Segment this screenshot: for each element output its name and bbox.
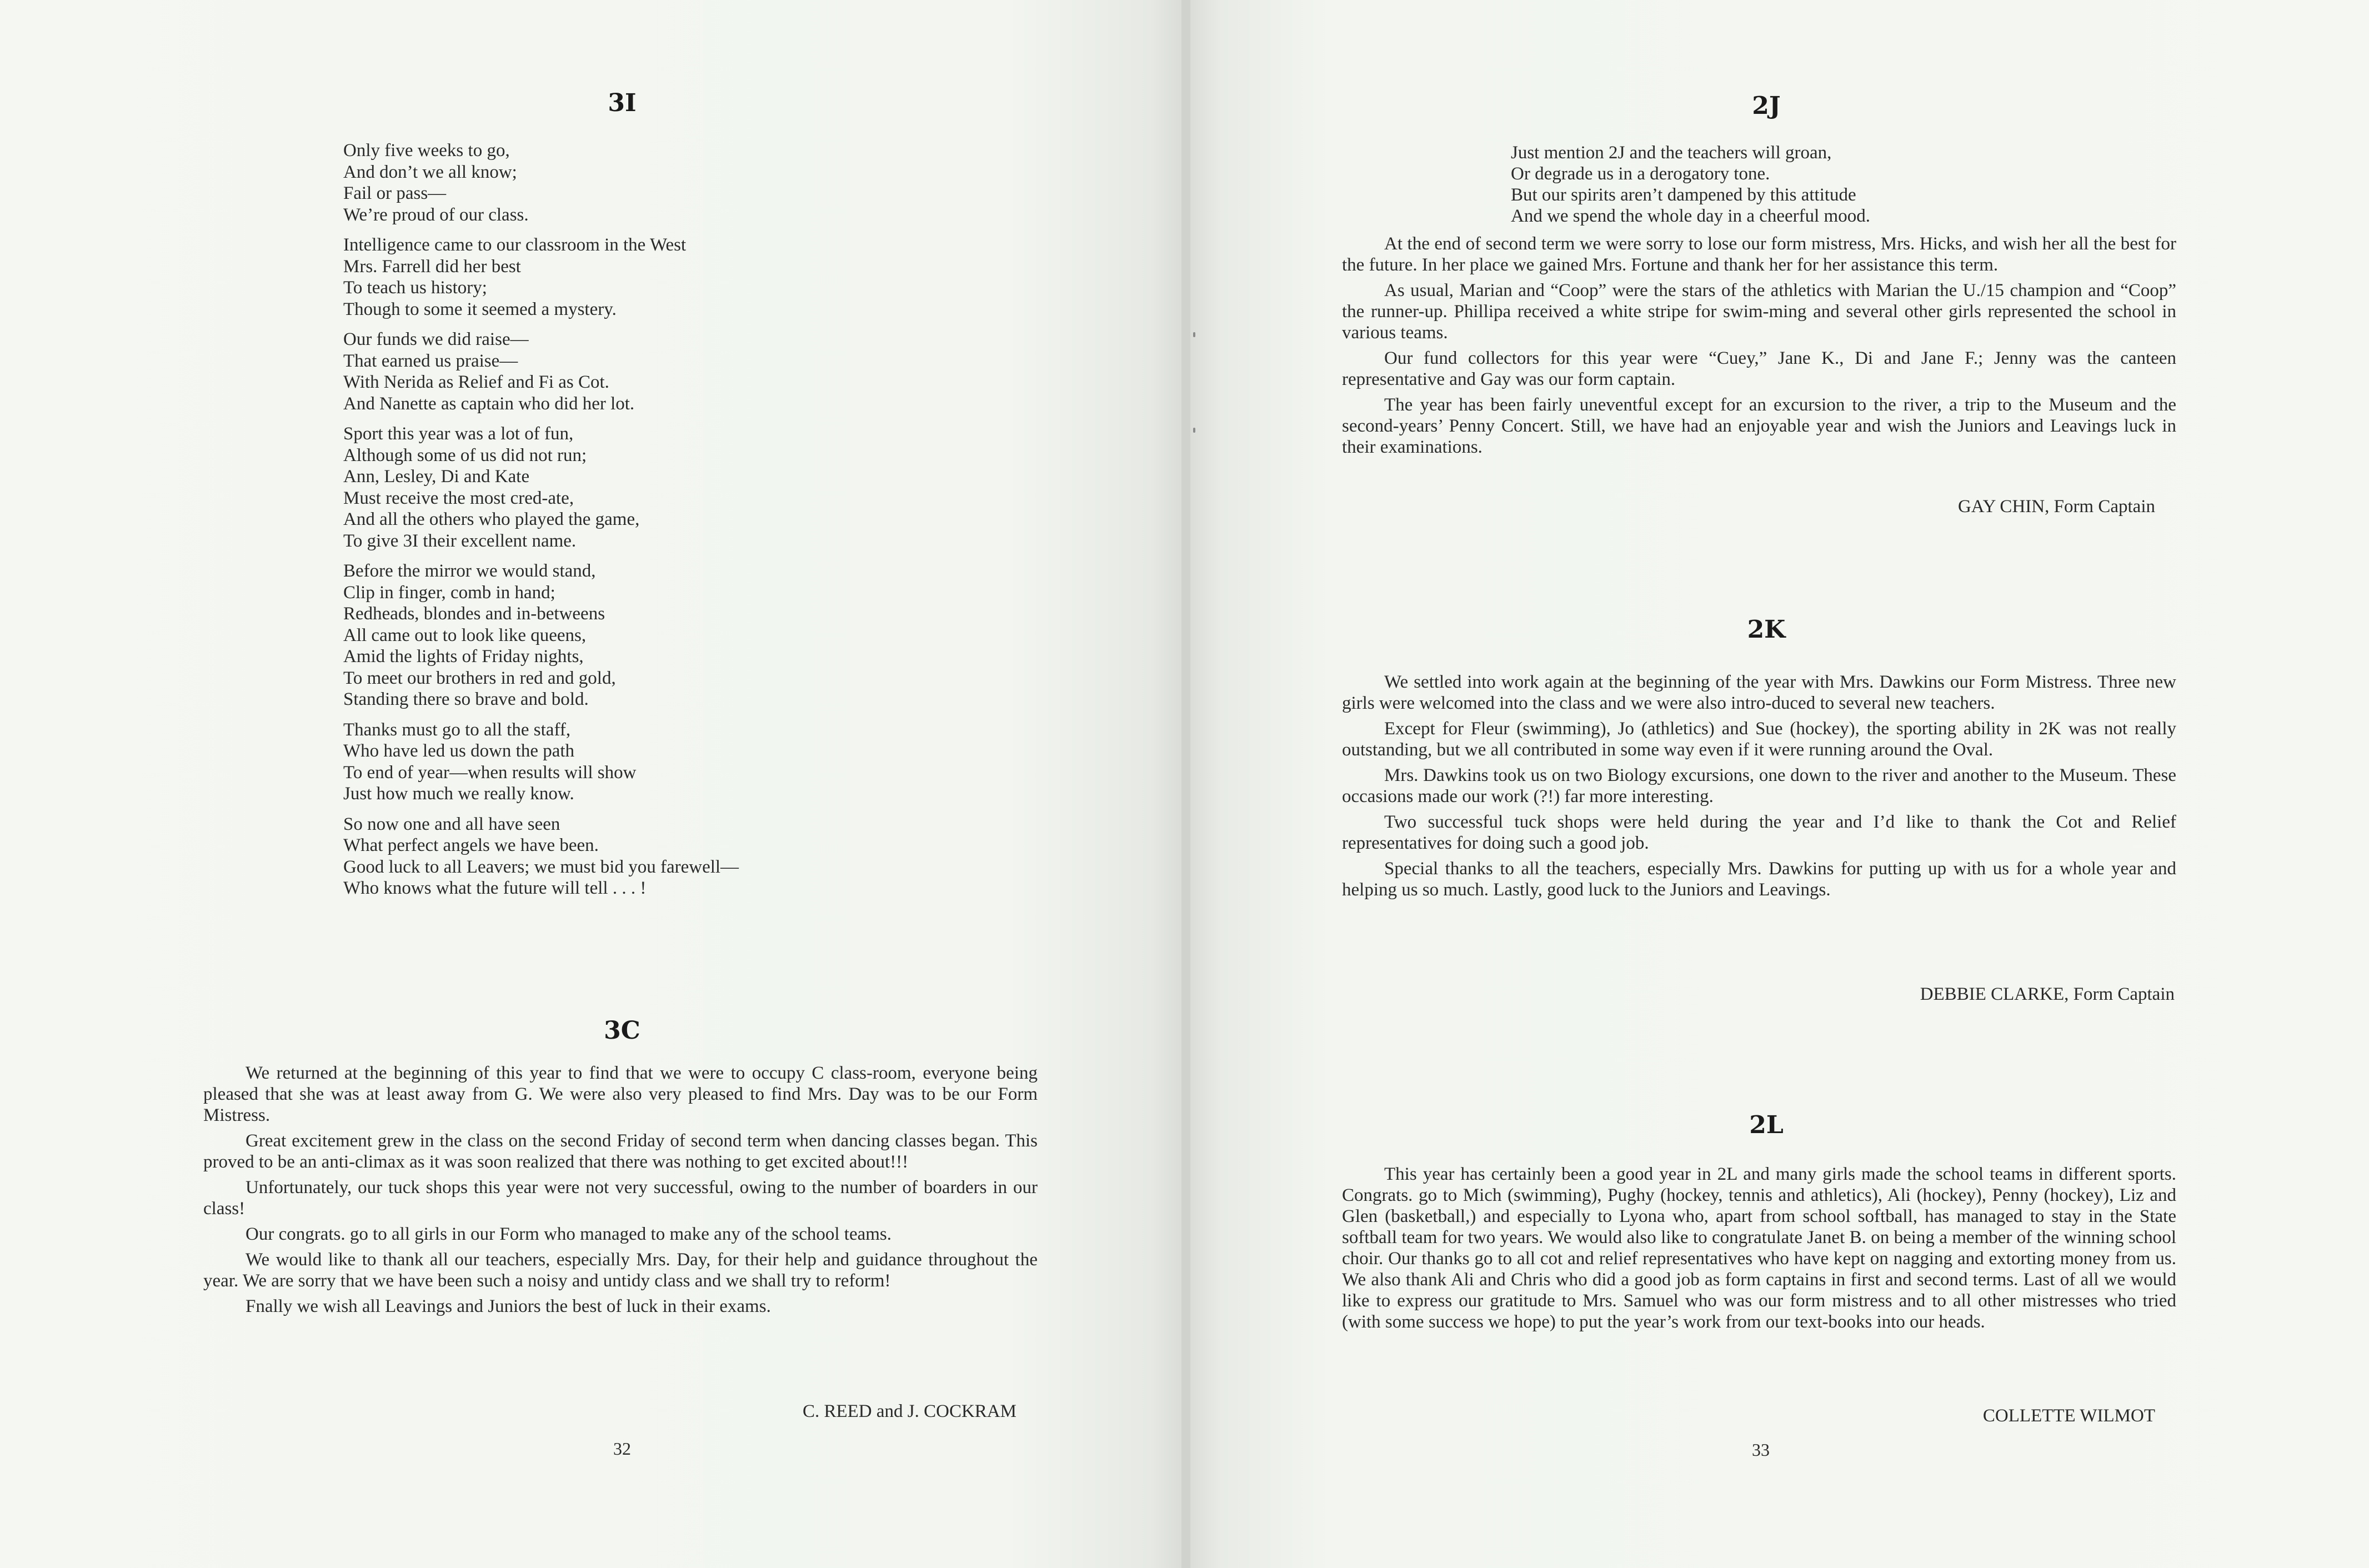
page-number-left: 32 xyxy=(613,1439,631,1459)
verse-line: Must receive the most cred-ate, xyxy=(343,488,574,508)
article-2l xyxy=(1342,1164,2176,1337)
page-number-right: 33 xyxy=(1752,1440,1770,1460)
paragraph: As usual, Marian and “Coop” were the stars of the athletics with Marian the U./15 champion and “Coop” the runner-up. Phillipa received a white stripe for swim-ming and several other girls represented the school in various teams. xyxy=(1342,280,2176,343)
stanza xyxy=(343,560,899,710)
verse-line: Clip in finger, comb in hand; xyxy=(343,582,555,603)
paragraph: Special thanks to all the teachers, especially Mrs. Dawkins for putting up with us for a whole year and helping us so much. Lastly, good luck to the Juniors and Leavings. xyxy=(1342,859,2176,900)
verse-line: Intelligence came to our classroom in the West xyxy=(343,235,687,255)
verse-line: Only five weeks to go, xyxy=(343,141,510,161)
verse-line: Amid the lights of Friday nights, xyxy=(343,647,584,667)
verse-line: Just how much we really know. xyxy=(343,784,574,804)
verse-line: Just mention 2J and the teachers will groan, xyxy=(1511,143,1832,163)
paragraph: Great excitement grew in the class on the second Friday of second term when dancing classes began. This proved to be an anti-climax as it was soon realized that there was nothing to get excited about!!! xyxy=(203,1131,1038,1172)
verse-line: Redheads, blondes and in-betweens xyxy=(343,604,605,624)
paragraph: Our fund collectors for this year were “Cuey,” Jane K., Di and Jane F.; Jenny was the canteen representative and Gay was our form captain. xyxy=(1342,348,2176,389)
paragraph: Our congrats. go to all girls in our Form who managed to make any of the school teams. xyxy=(246,1224,892,1244)
verse-line: And Nanette as captain who did her lot. xyxy=(343,393,635,414)
paragraph: Fnally we wish all Leavings and Juniors the best of luck in their exams. xyxy=(246,1296,771,1316)
print-speck xyxy=(1193,428,1195,433)
stanza xyxy=(343,329,899,414)
signature-3c: C. REED and J. COCKRAM xyxy=(802,1401,1016,1421)
verse-line: Sport this year was a lot of fun, xyxy=(343,424,574,444)
paragraph: We would like to thank all our teachers, especially Mrs. Day, for their help and guidance throughout the year. We are sorry that we have been such a noisy and untidy class and we shall try to reform! xyxy=(203,1250,1038,1291)
stanza xyxy=(343,234,899,320)
stanza xyxy=(343,423,899,552)
paragraph: Mrs. Dawkins took us on two Biology excursions, one down to the river and another to the Museum. These occasions made our work (?!) far more interesting. xyxy=(1342,765,2176,806)
section-heading-2l: 2L xyxy=(1749,1111,1784,1139)
verse-line: Ann, Lesley, Di and Kate xyxy=(343,467,530,487)
verse-line: That earned us praise— xyxy=(343,350,518,371)
signature-2j: GAY CHIN, Form Captain xyxy=(1957,497,2155,517)
paragraph: We settled into work again at the beginning of the year with Mrs. Dawkins our Form Mistress. Three new girls were welcomed into the class and we were also intro-duced to several new teachers. xyxy=(1342,672,2176,713)
verse-line: Although some of us did not run; xyxy=(343,445,587,465)
paragraph: The year has been fairly uneventful except for an excursion to the river, a trip to the Museum and the second-years’ Penny Concert. Still, we have had an enjoyable year and wish the Juniors and Leavings luck in their examinations. xyxy=(1342,395,2176,457)
verse-line: And don’t we all know; xyxy=(343,162,517,182)
verse-line: Though to some it seemed a mystery. xyxy=(343,299,617,319)
book-gutter xyxy=(1181,0,1190,1568)
section-heading-3i: 3I xyxy=(608,89,637,117)
section-heading-2k: 2K xyxy=(1747,615,1786,644)
verse-line: Thanks must go to all the staff, xyxy=(343,719,571,740)
verse-line: And all the others who played the game, xyxy=(343,509,640,529)
verse-line: Our funds we did raise— xyxy=(343,329,529,349)
verse-line: Standing there so brave and bold. xyxy=(343,689,589,709)
paragraph: We returned at the beginning of this year to find that we were to occupy C class-room, everyone being pleased that she was at least away from G. We were also very pleased to find Mrs. Day was to be our Form Mistress. xyxy=(203,1063,1038,1125)
article-2k xyxy=(1342,672,2176,905)
verse-line: So now one and all have seen xyxy=(343,814,560,834)
verse-line: To give 3I their excellent name. xyxy=(343,530,577,551)
verse-line: All came out to look like queens, xyxy=(343,625,587,645)
verse-line: And we spend the whole day in a cheerful mood. xyxy=(1511,206,1870,226)
section-heading-3c: 3C xyxy=(604,1016,640,1045)
stanza xyxy=(343,814,899,899)
verse-2j xyxy=(1511,142,2011,227)
verse-line: To end of year—when results will show xyxy=(343,762,637,783)
paragraph: Unfortunately, our tuck shops this year were not very successful, owing to the number of boarders in our class! xyxy=(203,1178,1038,1219)
paragraph: At the end of second term we were sorry to lose our form mistress, Mrs. Hicks, and wish her all the best for the future. In her place we gained Mrs. Fortune and thank her for her assistance this term. xyxy=(1342,234,2176,275)
signature-2k: DEBBIE CLARKE, Form Captain xyxy=(1920,984,2175,1004)
verse-line: Fail or pass— xyxy=(343,183,447,203)
signature-2l: COLLETTE WILMOT xyxy=(1982,1406,2155,1426)
verse-line: Good luck to all Leavers; we must bid you farewell— xyxy=(343,856,739,877)
article-3c xyxy=(203,1063,1038,1321)
paragraph: This year has certainly been a good year in 2L and many girls made the school teams in different sports. Congrats. go to Mich (swimming), Pughy (hockey, tennis and athletics), Ali (hockey), Penny (hockey), Liz and Glen (basketball,) and especially to Lyona who, apart from school softball, has managed to stay in the State softball team for two years. We would also like to congratulate Janet B. on being a member of the winning school choir. Our thanks go to all cot and relief representatives who have kept on nagging and extorting money from us. We also thank Ali and Chris who did a good job as form captains in first and second terms. Last of all we would like to express our gratitude to Mrs. Samuel who was our form mistress and to all other mistresses who tried (with some success we hope) to put the year’s work from our text-books into our heads. xyxy=(1342,1164,2176,1332)
verse-line: Who have led us down the path xyxy=(343,741,575,761)
verse-line: What perfect angels we have been. xyxy=(343,835,599,855)
verse-line: Or degrade us in a derogatory tone. xyxy=(1511,164,1770,184)
verse-line: To teach us history; xyxy=(343,278,487,298)
verse-line: Who knows what the future will tell . . . ! xyxy=(343,878,647,898)
paragraph: Except for Fleur (swimming), Jo (athletics) and Sue (hockey), the sporting ability in 2K was not really outstanding, but we all contributed in some way even if it were running around the Oval. xyxy=(1342,719,2176,760)
article-2j xyxy=(1342,233,2176,462)
verse-line: With Nerida as Relief and Fi as Cot. xyxy=(343,372,609,392)
verse-line: To meet our brothers in red and gold, xyxy=(343,668,616,688)
verse-line: Before the mirror we would stand, xyxy=(343,561,596,581)
stanza xyxy=(343,719,899,805)
verse-3i xyxy=(343,140,899,908)
verse-line: But our spirits aren’t dampened by this attitude xyxy=(1511,185,1856,205)
verse-line: We’re proud of our class. xyxy=(343,204,529,225)
paragraph: Two successful tuck shops were held during the year and I’d like to thank the Cot and Relief representatives for doing such a good job. xyxy=(1342,812,2176,853)
verse-line: Mrs. Farrell did her best xyxy=(343,256,521,277)
print-speck xyxy=(1193,332,1195,337)
section-heading-2j: 2J xyxy=(1752,92,1781,120)
stanza xyxy=(343,140,899,226)
